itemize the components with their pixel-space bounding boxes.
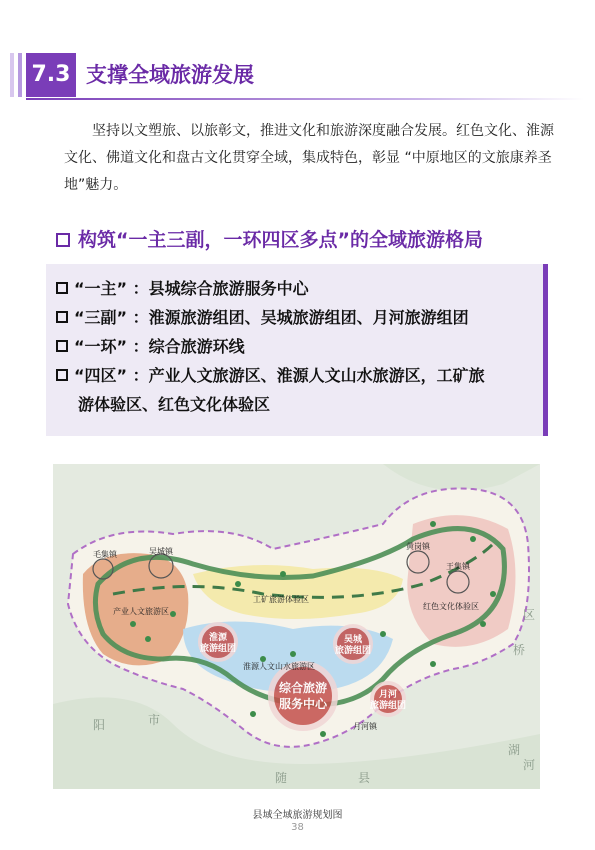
center-label: 旅游组团 [334,646,372,656]
header-stripe [18,53,22,97]
checkbox-square-icon [56,233,70,247]
town-label: 吴城镇 [149,547,173,556]
checkbox-square-icon [56,311,68,323]
bg-label: 河 [523,758,536,772]
center-label: 旅游组团 [369,701,407,711]
center-label: 旅游组团 [199,644,237,654]
center-label: 吴城 [343,635,363,645]
bg-label: 湖 [508,743,521,757]
header-underline [26,98,584,100]
checkbox-square-icon [56,340,68,352]
bg-label: 县 [358,771,371,785]
bg-label: 桥 [513,643,526,657]
checkbox-square-icon [56,369,68,381]
town-label: 黄岗镇 [406,542,430,551]
intro-paragraph: 坚持以文塑旅、以旅彰文，推进文化和旅游深度融合发展。红色文化、淮源文化、佛道文化和盘古文化贯穿全域，集成特色，彰显 “中原地区的文旅康养圣地”魅力。 [64,123,554,193]
town-label: 王集镇 [446,562,470,571]
bg-label: 市 [148,713,161,727]
section-number: 7.3 [26,53,76,97]
zone-label: 工矿旅游体验区 [253,595,309,604]
bg-label: 区 [523,608,536,622]
town-label: 月河镇 [353,722,377,731]
header-stripe [10,53,14,97]
town-label: 毛集镇 [93,550,117,559]
structure-list [56,274,536,419]
page-number: 38 [291,822,304,833]
zone-label: 红色文化体验区 [423,602,479,611]
zone-label: 产业人文旅游区 [113,607,169,616]
center-label: 淮源 [208,633,228,643]
list-item: “一环” ：综合旅游环线 [56,332,536,361]
subheading-text: 构筑“一主三副，一环四区多点”的全域旅游格局 [78,229,483,251]
bg-label: 随 [275,771,288,785]
subheading [56,226,566,254]
section-header [10,53,585,97]
tourism-plan-map [53,464,540,789]
bg-label: 阳 [93,718,106,732]
figure-caption: 县域全域旅游规划图 [252,810,343,821]
section-title: 支撑全域旅游发展 [86,63,254,87]
main-center-label: 综合旅游 [278,681,328,695]
list-item-continuation: 游体验区、红色文化体验区 [78,395,271,414]
list-item: “三副” ：淮源旅游组团、吴城旅游组团、月河旅游组团 [56,303,536,332]
zone-label: 淮源人文山水旅游区 [243,662,315,671]
main-center-marker [271,664,335,728]
list-item: “四区” ：产业人文旅游区、淮源人文山水旅游区，工矿旅 [56,361,536,390]
main-center-label: 服务中心 [278,697,328,711]
center-label: 月河 [378,690,398,700]
checkbox-square-icon [56,282,68,294]
list-item: “一主” ：县城综合旅游服务中心 [56,274,536,303]
map-graphic [53,464,540,789]
